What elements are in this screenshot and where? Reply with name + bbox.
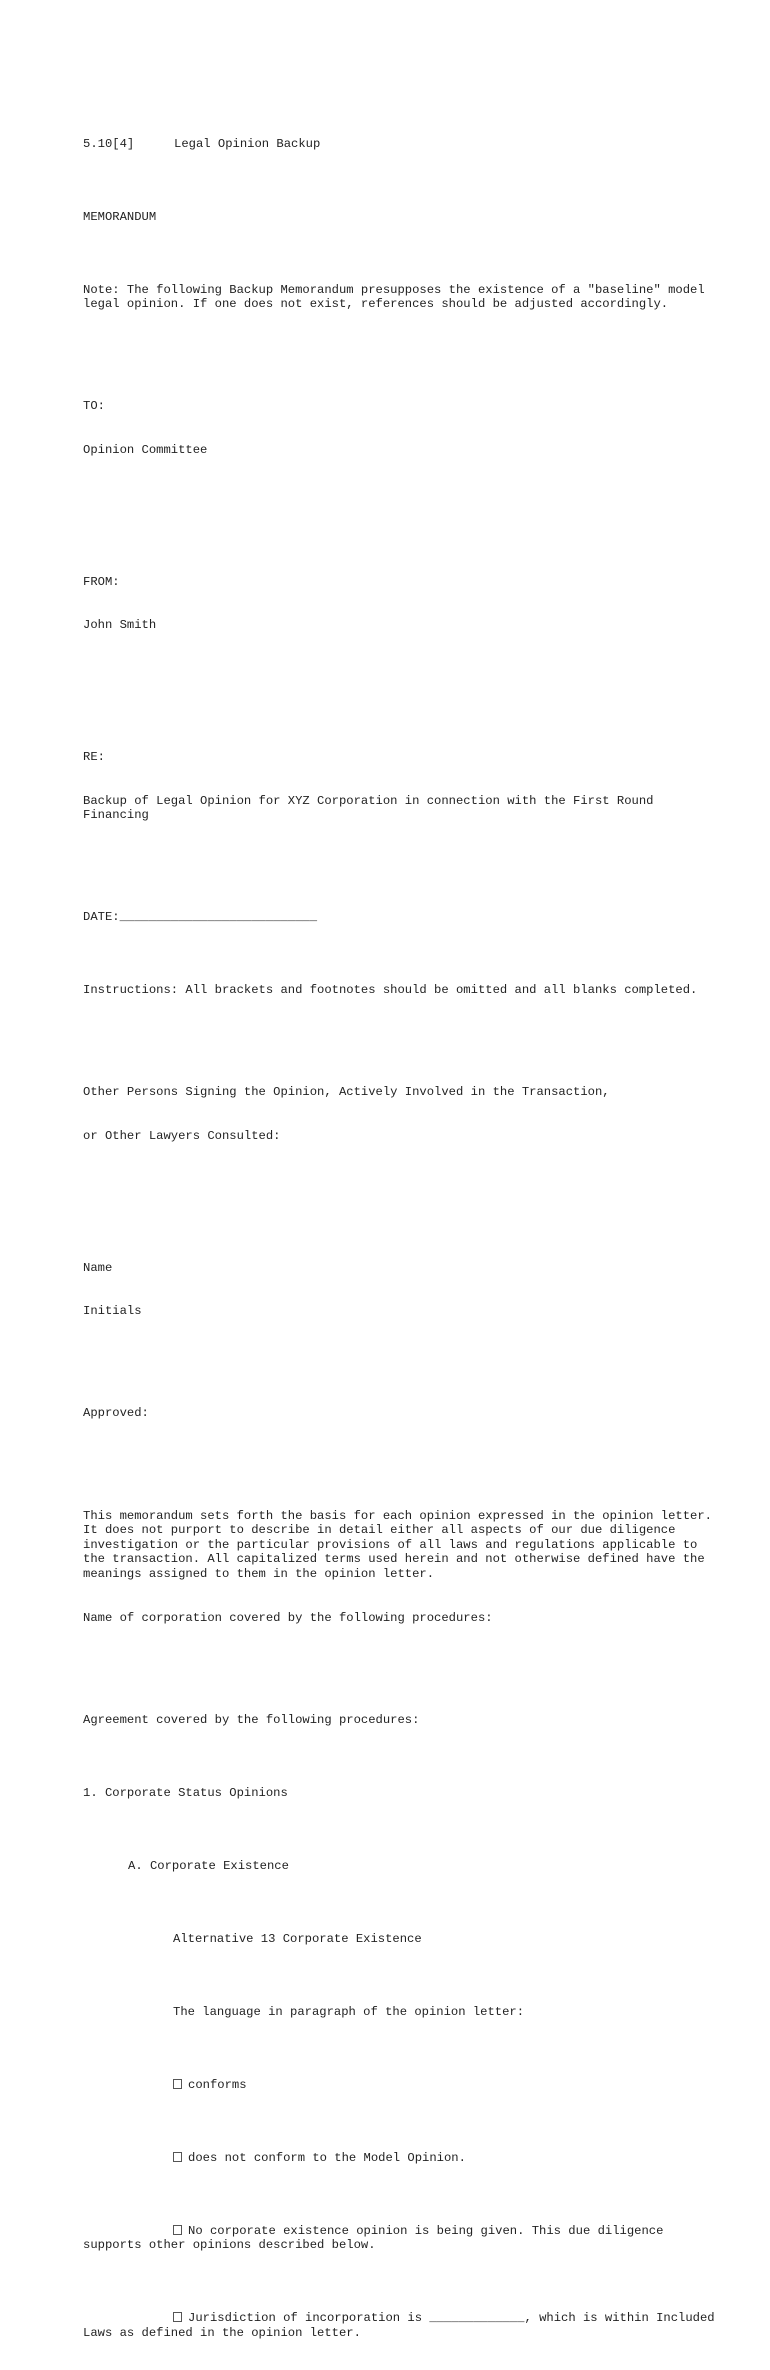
date-blank[interactable]: ___________________________ (119, 910, 318, 925)
memo-page (83, 93, 723, 2370)
section-heading (83, 137, 723, 152)
initials-label: Initials (83, 1304, 142, 1319)
checkbox-no-opinion[interactable] (173, 2225, 182, 2235)
checkbox-not-conform[interactable] (173, 2152, 182, 2162)
other-persons-line-1: Other Persons Signing the Opinion, Actively Involved in the Transaction, (83, 1085, 610, 1100)
checkbox-jurisdiction[interactable] (173, 2312, 182, 2322)
option-conforms-label: conforms (188, 2077, 247, 2092)
name-label: Name (83, 1260, 113, 1275)
subsection-a-title: A. Corporate Existence (128, 1858, 289, 1873)
to-block (83, 370, 723, 487)
option-no-opinion-label: No corporate existence opinion is being given. This due diligence supports other opinions described below. (83, 2223, 671, 2253)
language-line: The language in paragraph of the opinion letter: (173, 2004, 525, 2019)
name-initials-block (83, 1231, 723, 1348)
alternative-line: Alternative 13 Corporate Existence (173, 1931, 422, 1946)
to-value: Opinion Committee (83, 443, 208, 458)
option-jurisdiction[interactable] (83, 2311, 723, 2340)
section-1-title: 1. Corporate Status Opinions (83, 1785, 288, 1800)
basis-block (83, 1479, 723, 1654)
other-persons-line-2: or Other Lawyers Consulted: (83, 1129, 281, 1144)
option-not-conform[interactable] (83, 2151, 723, 2166)
jurisdiction-text-pre: Jurisdiction of incorporation is (188, 2311, 430, 2326)
date-label: DATE: (83, 910, 120, 925)
to-label: TO: (83, 399, 105, 414)
option-not-conform-label: does not conform to the Model Opinion. (188, 2150, 466, 2165)
re-label: RE: (83, 749, 105, 764)
re-value: Backup of Legal Opinion for XYZ Corporation in connection with the First Round Financing (83, 793, 661, 823)
note-paragraph: Note: The following Backup Memorandum presupposes the existence of a "baseline" model legal opinion. If one does not exist, references should be adjusted accordingly. (83, 282, 712, 312)
agreement-line: Agreement covered by the following procedures: (83, 1712, 420, 1727)
instructions-paragraph: Instructions: All brackets and footnotes should be omitted and all blanks completed. (83, 983, 698, 998)
basis-paragraph: This memorandum sets forth the basis for each opinion expressed in the opinion letter. It does not purport to describe in detail either all aspects of our due diligence investigation or the particular provisions of all laws and regulations applicable to the transaction. All capitalized terms used herein and not otherwise defined have the meanings assigned to them in the opinion letter. (83, 1508, 720, 1581)
jurisdiction-blank[interactable]: _____________ (429, 2311, 525, 2326)
checkbox-conforms[interactable] (173, 2079, 182, 2089)
from-block (83, 545, 723, 662)
other-persons-block (83, 1056, 723, 1173)
corporation-line: Name of corporation covered by the following procedures: (83, 1610, 493, 1625)
option-conforms[interactable] (83, 2078, 723, 2093)
memo-label: MEMORANDUM (83, 209, 157, 224)
from-label: FROM: (83, 574, 120, 589)
section-title: Legal Opinion Backup (174, 136, 321, 151)
jurisdiction-text-post: , which is within Included Laws as defined in the opinion letter. (83, 2311, 722, 2340)
section-number: 5.10[4] (83, 136, 135, 151)
from-value: John Smith (83, 618, 157, 633)
re-block (83, 721, 723, 852)
option-no-opinion[interactable] (83, 2224, 723, 2253)
approved-label: Approved: (83, 1406, 149, 1421)
date-line (83, 910, 723, 925)
